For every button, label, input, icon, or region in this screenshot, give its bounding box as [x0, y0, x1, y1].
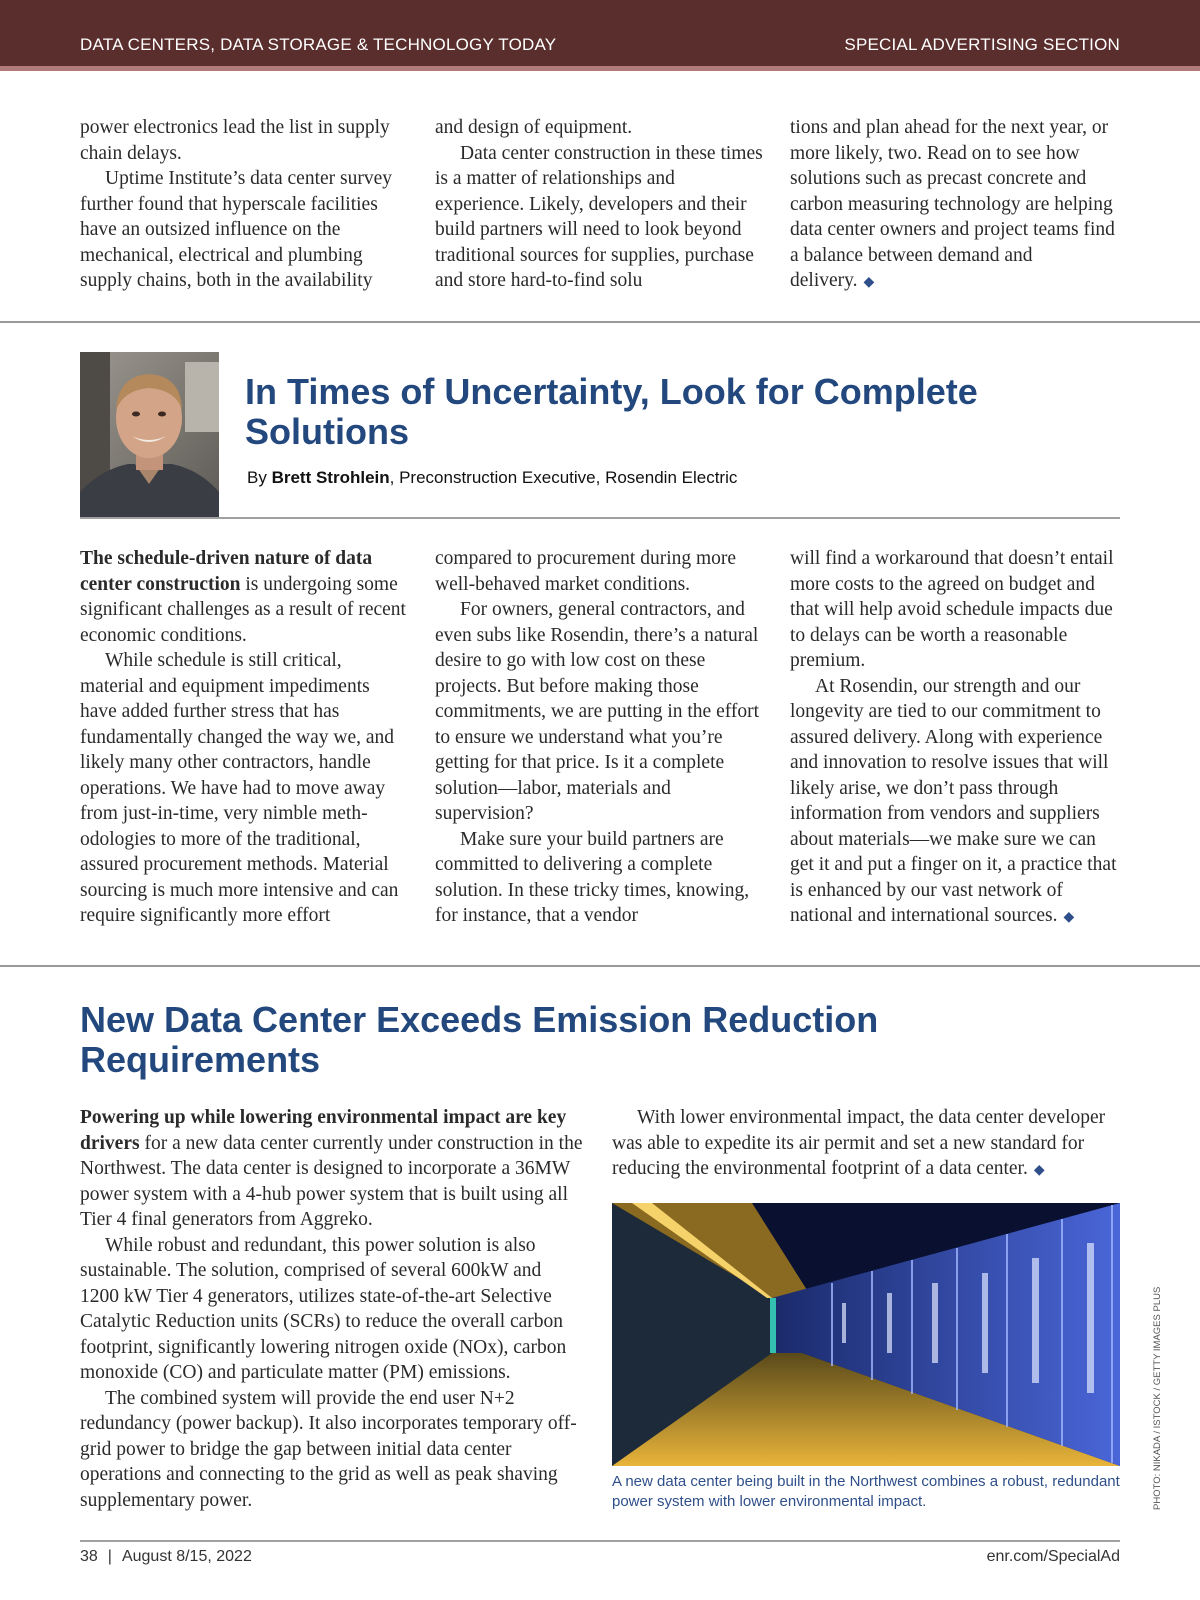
article-2-column-1: [80, 1105, 585, 1513]
author-name: Brett Strohlein: [271, 468, 390, 487]
lead-text: for a new data center currently under construction in the Northwest. The data center is designed to incorporate a 36MW power system with a 4-hub power system that is built using all Tier 4 final generators from Aggreko.: [80, 1132, 583, 1230]
author-role: , Preconstruction Executive, Rosendin Electric: [389, 468, 738, 487]
paragraph: With lower environmental impact, the data center developer was able to expedite its air permit and set a new standard for reducing the environmental footprint of a data center.: [612, 1107, 1106, 1179]
paragraph: Uptime Institute’s data center survey further found that hyperscale facilities have an outsized influence on the mechanical, electrical and plumbing supply chains, both in the availability: [80, 168, 392, 291]
end-mark-icon: ◆: [1033, 1163, 1045, 1178]
article-1-byline: [247, 468, 737, 488]
footer-url[interactable]: enr.com/SpecialAd: [986, 1548, 1120, 1565]
paragraph: The combined system will provide the end user N+2 redundancy (power backup). It also incorporates temporary off-grid power to bridge the gap between initial data center operations and connecting to the grid as well as peak shaving supplementary power.: [80, 1387, 577, 1511]
lead-text: is undergoing some significant challenges as a result of recent economic conditions.: [80, 573, 406, 646]
paragraph: Make sure your build partners are committed to delivering a complete solution. In these tricky times, knowing, for instance, that a vendor: [435, 828, 750, 926]
top-column-1: [80, 115, 410, 294]
lead-in: Powering up while lowering environmental impact are key drivers: [80, 1107, 567, 1154]
data-center-photo: [612, 1203, 1120, 1466]
page-footer-left: [80, 1548, 252, 1566]
article-1-column-1: [80, 546, 410, 929]
photo-caption: A new data center being built in the Northwest combines a robust, redundant power system with lower environmental impact.: [612, 1473, 1120, 1510]
top-column-3: [790, 115, 1120, 296]
footer-divider: [80, 1540, 1120, 1542]
header-advertising-label: SPECIAL ADVERTISING SECTION: [844, 35, 1120, 54]
article-2-column-2: [612, 1105, 1122, 1184]
article-1-column-2: [435, 546, 765, 929]
paragraph: and design of equipment.: [435, 117, 633, 138]
paragraph: For owners, general contractors, and even subs like Rosendin, there’s a natural desire to go with low cost on these projects. But before making those commitments, we are putting in the effort to ensure we understand what you’re getting for that price. Is it a complete solution—labor, materials and supervision?: [435, 599, 760, 824]
paragraph: Data center construction in these times is a matter of relationships and experience. Likely, developers and their build partners will need to look beyond traditional sources for supplies, purchase and store hard-to-find solu: [435, 142, 763, 291]
paragraph: compared to procurement during more well-behaved market conditions.: [435, 548, 737, 595]
paragraph: power electronics lead the list in supply chain delays.: [80, 117, 390, 164]
paragraph: At Rosendin, our strength and our longevity are tied to our commitment to assured delivery. Along with experience and innovation to resolve issues that will likely arise, we don’t pass through information from vendors and suppliers about materials—we make sure we can get it and put a finger on it, a practice that is enhanced by our vast network of national and international sources.: [790, 675, 1117, 926]
author-portrait: [80, 352, 219, 519]
paragraph: will find a workaround that doesn’t entail more costs to the agreed on budget and that will help avoid schedule impacts due to delays can be worth a reasonable premium.: [790, 548, 1114, 671]
end-mark-icon: ◆: [863, 275, 875, 290]
footer-separator: |: [107, 1548, 112, 1565]
lead-in: The schedule-driven nature of data center construction: [80, 548, 373, 595]
section-divider: [0, 321, 1200, 323]
paragraph: While robust and redundant, this power solution is also sustainable. The solution, comprised of several 600kW and 1200 kW Tier 4 generators, utilizes state-of-the-art Selective Catalytic Reduction units (SCRs) to reduce the overall carbon footprint, significantly lowering nitrogen oxide (NOx), carbon monoxide (CO) and particulate matter (PM) emissions.: [80, 1234, 567, 1383]
page-number: 38: [80, 1548, 98, 1565]
paragraph: While schedule is still critical, material and equipment impediments have added further stress that has fundamentally changed the way we, and likely many other contractors, handle operations. We have had to move away from just-in-time, very nimble methodologies to more of the traditional, assured procurement methods. Material sourcing is much more intensive and can require significantly more effort: [80, 650, 399, 926]
top-column-2: [435, 115, 765, 294]
section-divider: [0, 965, 1200, 967]
page-header: [0, 0, 1200, 71]
article-2-title: New Data Center Exceeds Emission Reduction Requirements: [80, 999, 879, 1080]
paragraph: tions and plan ahead for the next year, or more likely, two. Read on to see how solutions such as precast concrete and carbon measuring technology are helping data center owners and project teams find a balance between demand and delivery.: [790, 117, 1115, 291]
header-section-title: DATA CENTERS, DATA STORAGE & TECHNOLOGY TODAY: [80, 35, 557, 54]
photo-credit: PHOTO: NIKADA / ISTOCK / GETTY IMAGES PLUS: [1152, 1286, 1163, 1510]
issue-date: August 8/15, 2022: [121, 1548, 252, 1565]
byline-prefix: By: [247, 468, 267, 487]
article-1-column-3: [790, 546, 1120, 931]
end-mark-icon: ◆: [1063, 910, 1075, 925]
article-1-title: In Times of Uncertainty, Look for Complete Solutions: [245, 371, 978, 452]
byline-divider: [80, 517, 1120, 519]
